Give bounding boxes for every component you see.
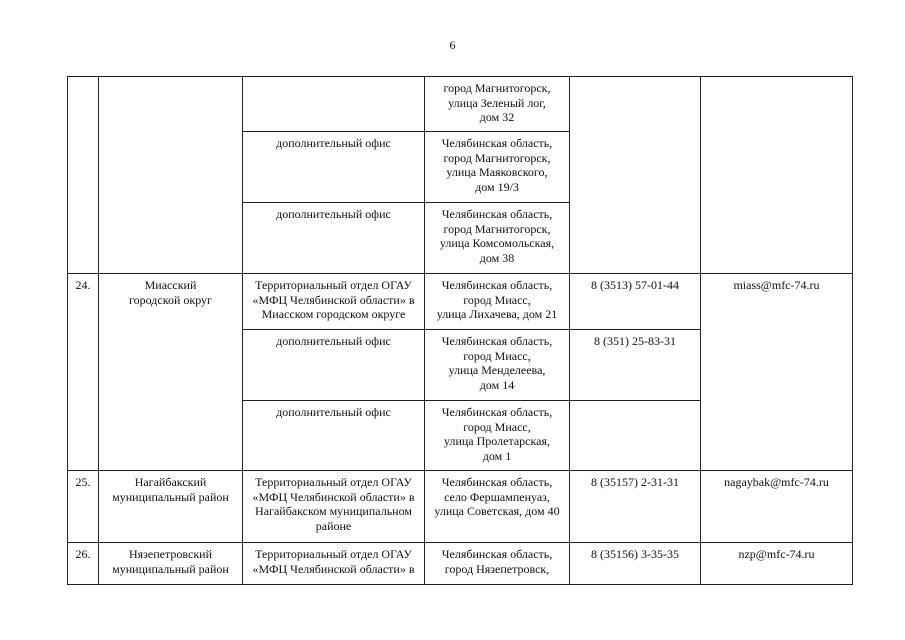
- phone-cell: 8 (35157) 2-31-31: [570, 471, 701, 543]
- address-cell: Челябинская область, город Миасс, улица Пролетарская, дом 1: [425, 401, 570, 471]
- mfc-offices-table: [67, 76, 853, 585]
- address-cell: город Магнитогорск, улица Зеленый лог, дом 32: [425, 77, 570, 132]
- municipality-cell: [99, 77, 243, 274]
- email-cell: nagaybak@mfc-74.ru: [701, 471, 853, 543]
- address-cell: Челябинская область, город Нязепетровск,: [425, 543, 570, 585]
- address-cell: Челябинская область, село Фершампенуаз, улица Советская, дом 40: [425, 471, 570, 543]
- office-type-cell: Территориальный отдел ОГАУ «МФЦ Челябинской области» в: [243, 543, 425, 585]
- address-cell: Челябинская область, город Магнитогорск, улица Маяковского, дом 19/3: [425, 132, 570, 203]
- phone-cell: 8 (3513) 57-01-44: [570, 274, 701, 330]
- address-cell: Челябинская область, город Миасс, улица Лихачева, дом 21: [425, 274, 570, 330]
- email-cell: nzp@mfc-74.ru: [701, 543, 853, 585]
- address-cell: Челябинская область, город Миасс, улица Менделеева, дом 14: [425, 330, 570, 401]
- row-number-cell: [68, 77, 99, 274]
- table-row: [68, 471, 853, 543]
- phone-cell: [570, 401, 701, 471]
- table-row: [68, 274, 853, 330]
- address-cell: Челябинская область, город Магнитогорск, улица Комсомольская, дом 38: [425, 203, 570, 274]
- email-cell: [701, 77, 853, 274]
- phone-cell: 8 (35156) 3-35-35: [570, 543, 701, 585]
- municipality-cell: Нязепетровский муниципальный район: [99, 543, 243, 585]
- office-type-cell: дополнительный офис: [243, 203, 425, 274]
- office-type-cell: Территориальный отдел ОГАУ «МФЦ Челябинской области» в Нагайбакском муниципальном районе: [243, 471, 425, 543]
- municipality-cell: Нагайбакский муниципальный район: [99, 471, 243, 543]
- row-number-cell: 25.: [68, 471, 99, 543]
- office-type-cell: дополнительный офис: [243, 401, 425, 471]
- row-number-cell: 26.: [68, 543, 99, 585]
- phone-cell: 8 (351) 25-83-31: [570, 330, 701, 401]
- office-type-cell: дополнительный офис: [243, 132, 425, 203]
- table-row: [68, 543, 853, 585]
- table-row: [68, 77, 853, 132]
- office-type-cell: [243, 77, 425, 132]
- office-type-cell: дополнительный офис: [243, 330, 425, 401]
- page-number: 6: [449, 38, 456, 52]
- email-cell: miass@mfc-74.ru: [701, 274, 853, 471]
- row-number-cell: 24.: [68, 274, 99, 471]
- municipality-cell: Миасский городской округ: [99, 274, 243, 471]
- phone-cell: [570, 77, 701, 274]
- office-type-cell: Территориальный отдел ОГАУ «МФЦ Челябинской области» в Миасском городском округе: [243, 274, 425, 330]
